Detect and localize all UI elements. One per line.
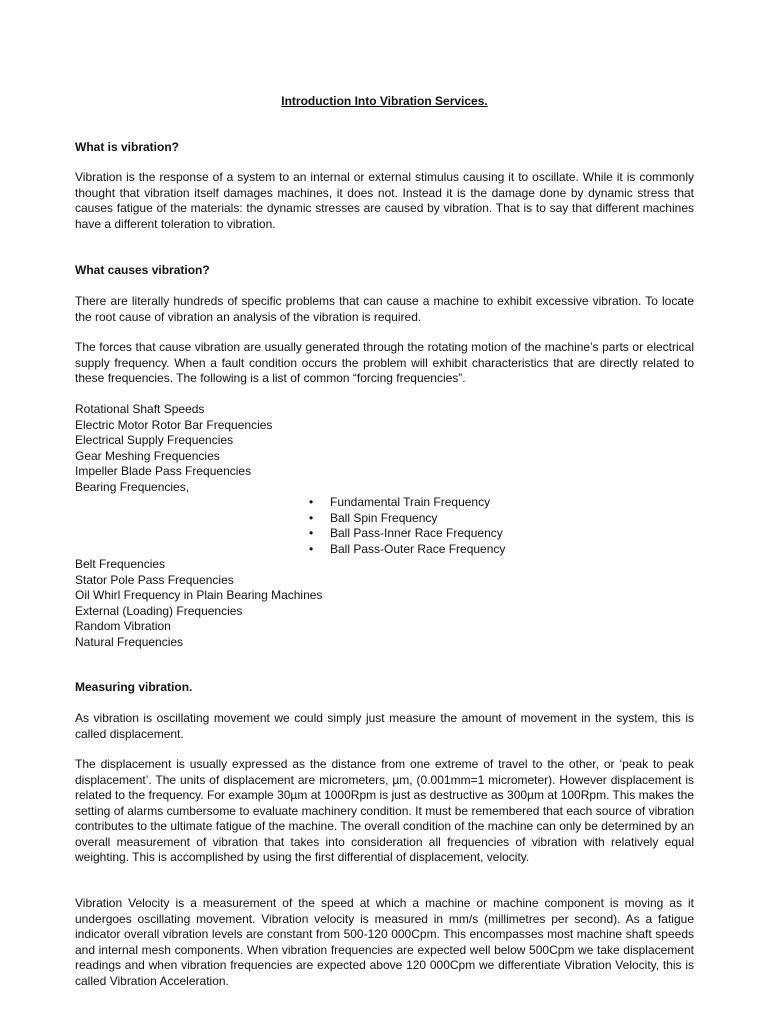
- paragraph-what-is-vibration: Vibration is the response of a system to an internal or external stimulus causing it to oscillate. While it is commonly thought that vibration itself damages machines, it does not. Instead it is the damage done by dynamic stress that causes fatigue of the materials: the dynamic stresses are caused by vibration. That is to say that different machines have a different toleration to vibration.: [75, 170, 694, 231]
- bearing-frequency-bullets: [309, 495, 694, 557]
- list-item: Electrical Supply Frequencies: [75, 433, 234, 447]
- heading-measuring-vibration: Measuring vibration.: [75, 680, 193, 694]
- bullet-item: [309, 511, 694, 527]
- forcing-frequency-list-b: [75, 557, 694, 650]
- list-item: Gear Meshing Frequencies: [75, 448, 220, 463]
- paragraph-vibration-velocity: Vibration Velocity is a measurement of the speed at which a machine or machine component is moving as it undergoes oscillating movement. Vibration velocity is measured in mm/s (millimetres per second). As a fatigue indicator overall vibration levels are constant from 500-120 000Cpm. This encompasses most machine shaft speeds and internal mesh components. When vibration frequencies are expected well below 500Cpm we take displacement readings and when vibration frequencies are expected above 120 000Cpm we differentiate Vibration Velocity, this is called Vibration Acceleration.: [75, 896, 694, 988]
- document-title: Introduction Into Vibration Services.: [281, 94, 488, 108]
- bullet-icon: •: [309, 510, 314, 525]
- list-item: Belt Frequencies: [75, 557, 166, 571]
- bullet-item: [309, 542, 694, 558]
- bullet-text: Ball Pass-Outer Race Frequency: [330, 541, 506, 556]
- list-item: Rotational Shaft Speeds: [75, 402, 205, 416]
- paragraph-displacement-details: The displacement is usually expressed as the distance from one extreme of travel to the other, or ‘peak to peak displacement’. The units of displacement are micrometers, µm, (0.001mm=1 micrometer). However displacement is related to the frequency. For example 30µm at 1000Rpm is just as destructive as 300µm at 100Rpm. This makes the setting of alarms cumbersome to evaluate machinery condition. It must be remembered that each source of vibration contributes to the ultimate fatigue of the machine. The overall condition of the machine can only be determined by an overall measurement of vibration that takes into consideration all frequencies of vibration with relatively equal weighting. This is accomplished by using the first differential of displacement, velocity.: [75, 757, 694, 864]
- bullet-icon: •: [309, 526, 314, 540]
- bullet-icon: •: [309, 495, 314, 509]
- paragraph-forcing-frequencies: The forces that cause vibration are usually generated through the rotating motion of the machine’s parts or electrical supply frequency. When a fault condition occurs the problem will exhibit characteristics that are directly related to these frequencies. The following is a list of common “forcing frequencies”.: [75, 340, 694, 385]
- forcing-frequency-list-a: [75, 402, 694, 495]
- list-item: Oil Whirl Frequency in Plain Bearing Machines: [75, 588, 323, 602]
- list-item: Stator Pole Pass Frequencies: [75, 572, 234, 587]
- bullet-icon: •: [309, 541, 314, 556]
- list-item: Random Vibration: [75, 619, 171, 633]
- bullet-item: [309, 526, 694, 542]
- list-item: Impeller Blade Pass Frequencies: [75, 464, 252, 478]
- heading-what-causes-vibration: What causes vibration?: [75, 263, 210, 277]
- heading-what-is-vibration: What is vibration?: [75, 140, 180, 154]
- bullet-item: [309, 495, 694, 511]
- list-item: Natural Frequencies: [75, 634, 184, 649]
- bullet-text: Ball Spin Frequency: [330, 510, 438, 525]
- paragraph-displacement-intro: As vibration is oscillating movement we could simply just measure the amount of movement in the system, this is called displacement.: [75, 711, 694, 741]
- list-item: Electric Motor Rotor Bar Frequencies: [75, 417, 273, 432]
- bullet-text: Ball Pass-Inner Race Frequency: [330, 526, 503, 540]
- list-item: External (Loading) Frequencies: [75, 603, 243, 618]
- list-item: Bearing Frequencies,: [75, 479, 190, 494]
- paragraph-causes-intro: There are literally hundreds of specific problems that can cause a machine to exhibit excessive vibration. To locate the root cause of vibration an analysis of the vibration is required.: [75, 294, 694, 324]
- bullet-text: Fundamental Train Frequency: [330, 495, 491, 509]
